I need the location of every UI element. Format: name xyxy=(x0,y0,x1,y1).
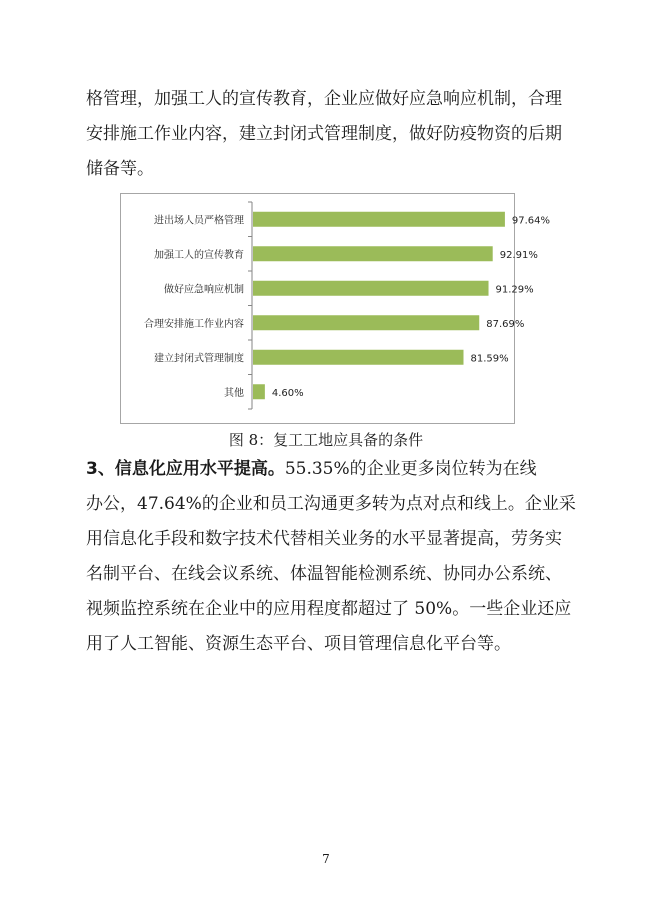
data-label: 81.59% xyxy=(470,353,509,365)
category-label: 合理安排施工作业内容 xyxy=(144,318,244,330)
section-3-line: 用信息化手段和数字技术代替相关业务的水平显著提高，劳务实 xyxy=(86,529,562,549)
bar xyxy=(253,212,505,227)
section-3-line: 办公，47.64%的企业和员工沟通更多转为点对点和线上。企业采 xyxy=(86,494,576,514)
section-3-line: 视频监控系统在企业中的应用程度都超过了 50%。一些企业还应 xyxy=(86,599,572,619)
data-label: 92.91% xyxy=(499,249,538,261)
section-3-line: 用了人工智能、资源生态平台、项目管理信息化平台等。 xyxy=(86,634,511,654)
data-label: 4.60% xyxy=(271,387,304,399)
figure-caption: 图 8：复工工地应具备的条件 xyxy=(228,431,424,449)
category-label: 其他 xyxy=(224,387,244,399)
bar xyxy=(253,315,479,330)
bar xyxy=(253,384,265,399)
section-3-first-line xyxy=(86,452,566,487)
intro-paragraph xyxy=(86,82,566,187)
category-label: 加强工人的宣传教育 xyxy=(154,249,244,261)
chart-canvas xyxy=(121,194,551,423)
intro-line: 格管理，加强工人的宣传教育，企业应做好应急响应机制，合理 xyxy=(86,89,562,109)
section-3-line: 名制平台、在线会议系统、体温智能检测系统、协同办公系统、 xyxy=(86,564,562,584)
bar xyxy=(253,281,489,296)
category-label: 建立封闭式管理制度 xyxy=(154,353,244,365)
intro-line: 储备等。 xyxy=(86,159,154,179)
bar xyxy=(253,350,464,365)
data-label: 87.69% xyxy=(486,318,525,330)
section-3-line: 55.35%的企业更多岗位转为在线 xyxy=(284,459,537,479)
category-label: 进出场人员严格管理 xyxy=(154,215,244,227)
section-3-paragraph xyxy=(86,452,576,662)
page-number: 7 xyxy=(322,852,330,866)
bar xyxy=(253,246,493,261)
data-label: 97.64% xyxy=(511,215,551,227)
category-label: 做好应急响应机制 xyxy=(164,284,244,296)
data-label: 91.29% xyxy=(495,284,534,296)
intro-line: 安排施工作业内容，建立封闭式管理制度，做好防疫物资的后期 xyxy=(86,124,562,144)
section-3-heading: 3、信息化应用水平提高。 xyxy=(86,459,285,479)
bar-chart xyxy=(120,193,551,424)
